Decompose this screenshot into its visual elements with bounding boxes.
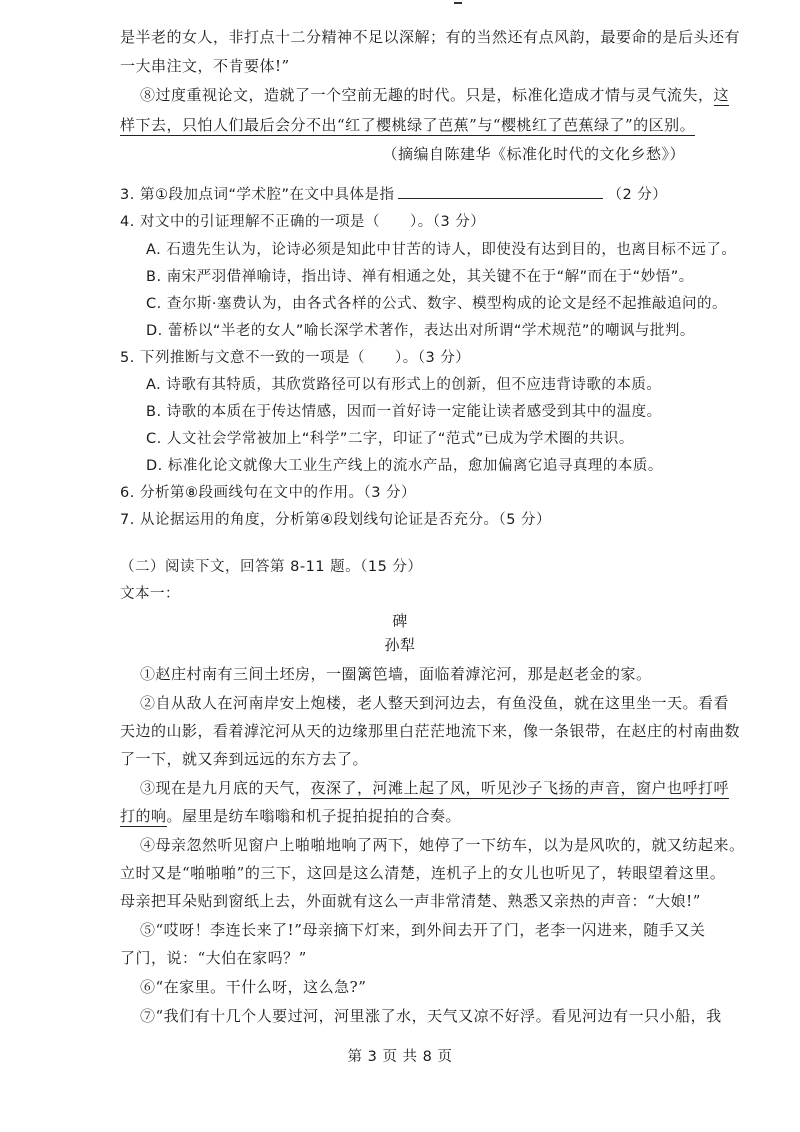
underlined-sentence: 夜深了，河滩上起了风，听见沙子飞扬的声音，窗户也呼打呼 (310, 779, 730, 797)
question-3 (120, 184, 667, 206)
story-paragraph-1: ①赵庄村南有三间土坯房，一圈篱笆墙，面临着滹沱河，那是赵老金的家。 (140, 665, 652, 683)
underlined-sentence-start: 这 (713, 86, 730, 104)
paragraph-8-line-1 (140, 84, 729, 106)
paragraph-3-text: ③现在是九月底的天气， (140, 779, 311, 797)
story-paragraph-2-line-2: 天边的山影，看着滹沱河从天的边缘那里白茫茫地流下来，像一条银带，在赵庄的村南曲数 (120, 722, 741, 740)
story-paragraph-3-line-1 (140, 777, 729, 799)
section-2-header: （二）阅读下文，回答第 8-11 题。（15 分） (120, 559, 423, 575)
story-paragraph-5-line-1: ⑤“哎呀！李连长来了!”母亲摘下灯来，到外间去开了门，老李一闪进来，随手又关 (140, 921, 706, 939)
story-paragraph-7: ⑦“我们有十几个人要过河，河里涨了水，天气又凉不好浮。看见河边有一只小船，我 (140, 1007, 722, 1025)
story-paragraph-3-line-2 (120, 805, 461, 827)
story-paragraph-5-line-2: 了门，说：“大伯在家吗？” (120, 949, 307, 967)
page-footer: 第 3 页 共 8 页 (347, 1049, 453, 1065)
paragraph-3-text: 。屋里是纺车嗡嗡和机子捉拍捉拍的合奏。 (166, 807, 462, 825)
question-4-option-b: B. 南宋严羽借禅喻诗，指出诗、禅有相通之处，其关键不在于“解”而在于“妙悟”。 (146, 269, 694, 285)
question-5-option-a: A. 诗歌有其特质，其欣赏路径可以有形式上的创新，但不应违背诗歌的本质。 (146, 377, 662, 393)
question-5-option-c: C. 人文社会学常被加上“科学”二字，印证了“范式”已成为学术圈的共识。 (146, 431, 634, 447)
question-6: 6. 分析第⑧段画线句在文中的作用。（3 分） (120, 485, 417, 501)
question-4-option-d: D. 蕾桥以“半老的女人”喻长深学术著作，表达出对所谓“学术规范”的嘲讽与批判。 (146, 323, 695, 339)
essay-line-2: 一大串注文，不肯要体!” (120, 57, 290, 75)
paragraph-8-line-2 (120, 114, 695, 136)
essay-line-1: 是半老的女人，非打点十二分精神不足以深解；有的当然还有点风韵，最要命的是后头还有 (120, 28, 741, 46)
story-paragraph-4-line-3: 母亲把耳朵贴到窗纸上去，外面就有这么一声非常清楚、熟悉又亲热的声音：“大娘!” (120, 892, 701, 910)
paragraph-8-text: ⑧过度重视论文，造就了一个空前无趣的时代。只是，标准化造成才情与灵气流失， (140, 86, 714, 104)
underlined-sentence: 样下去，只怕人们最后会分不出“红了樱桃绿了芭蕉”与“樱桃红了芭蕉绿了”的区别。 (120, 116, 696, 134)
story-title: 碑 (392, 612, 408, 630)
question-3-score: （2 分） (607, 187, 668, 203)
underlined-sentence-end: 打的响 (120, 807, 167, 825)
question-4-option-c: C. 查尔斯·塞费认为，由各式各样的公式、数字、模型构成的论文是经不起推敲追问的。 (146, 296, 727, 312)
story-paragraph-4-line-1: ④母亲忽然听见窗户上啪啪地响了两下，她停了一下纺车，以为是风吹的，就又纺起来。 (140, 836, 745, 854)
question-4-option-a: A. 石遗先生认为，论诗必须是知此中甘苦的诗人，即使没有达到目的，也离目标不远了。 (146, 242, 737, 258)
question-5-option-d: D. 标准化论文就像大工业生产线上的流水产品，愈加偏离它追寻真理的本质。 (146, 458, 663, 474)
question-5: 5. 下列推断与文意不一致的一项是（ ）。（3 分） (120, 350, 471, 366)
story-paragraph-4-line-2: 立时又是“啪啪啪”的三下，这回是这么清楚，连机子上的女儿也听见了，转眼望着这里。 (120, 864, 726, 882)
story-paragraph-2-line-3: 了一下，就又奔到远远的东方去了。 (120, 750, 369, 768)
story-author: 孙犁 (384, 636, 416, 654)
story-paragraph-6: ⑥“在家里。干什么呀，这么急?” (140, 978, 367, 996)
text-label: 文本一： (120, 586, 180, 602)
question-4: 4. 对文中的引证理解不正确的一项是（ ）。（3 分） (120, 214, 486, 230)
essay-source: （摘编自陈建华《标准化时代的文化乡愁》） (382, 145, 685, 163)
question-5-option-b: B. 诗歌的本质在于传达情感，因而一首好诗一定能让读者感受到其中的温度。 (146, 404, 662, 420)
question-7: 7. 从论据运用的角度，分析第④段划线句论证是否充分。（5 分） (120, 512, 552, 528)
answer-blank (398, 184, 603, 199)
question-3-text: 3. 第①段加点词“学术腔”在文中具体是指 (120, 187, 395, 203)
scan-mark (454, 2, 462, 4)
story-paragraph-2-line-1: ②自从敌人在河南岸安上炮楼，老人整天到河边去，有鱼没鱼，就在这里坐一天。看看 (140, 694, 730, 712)
